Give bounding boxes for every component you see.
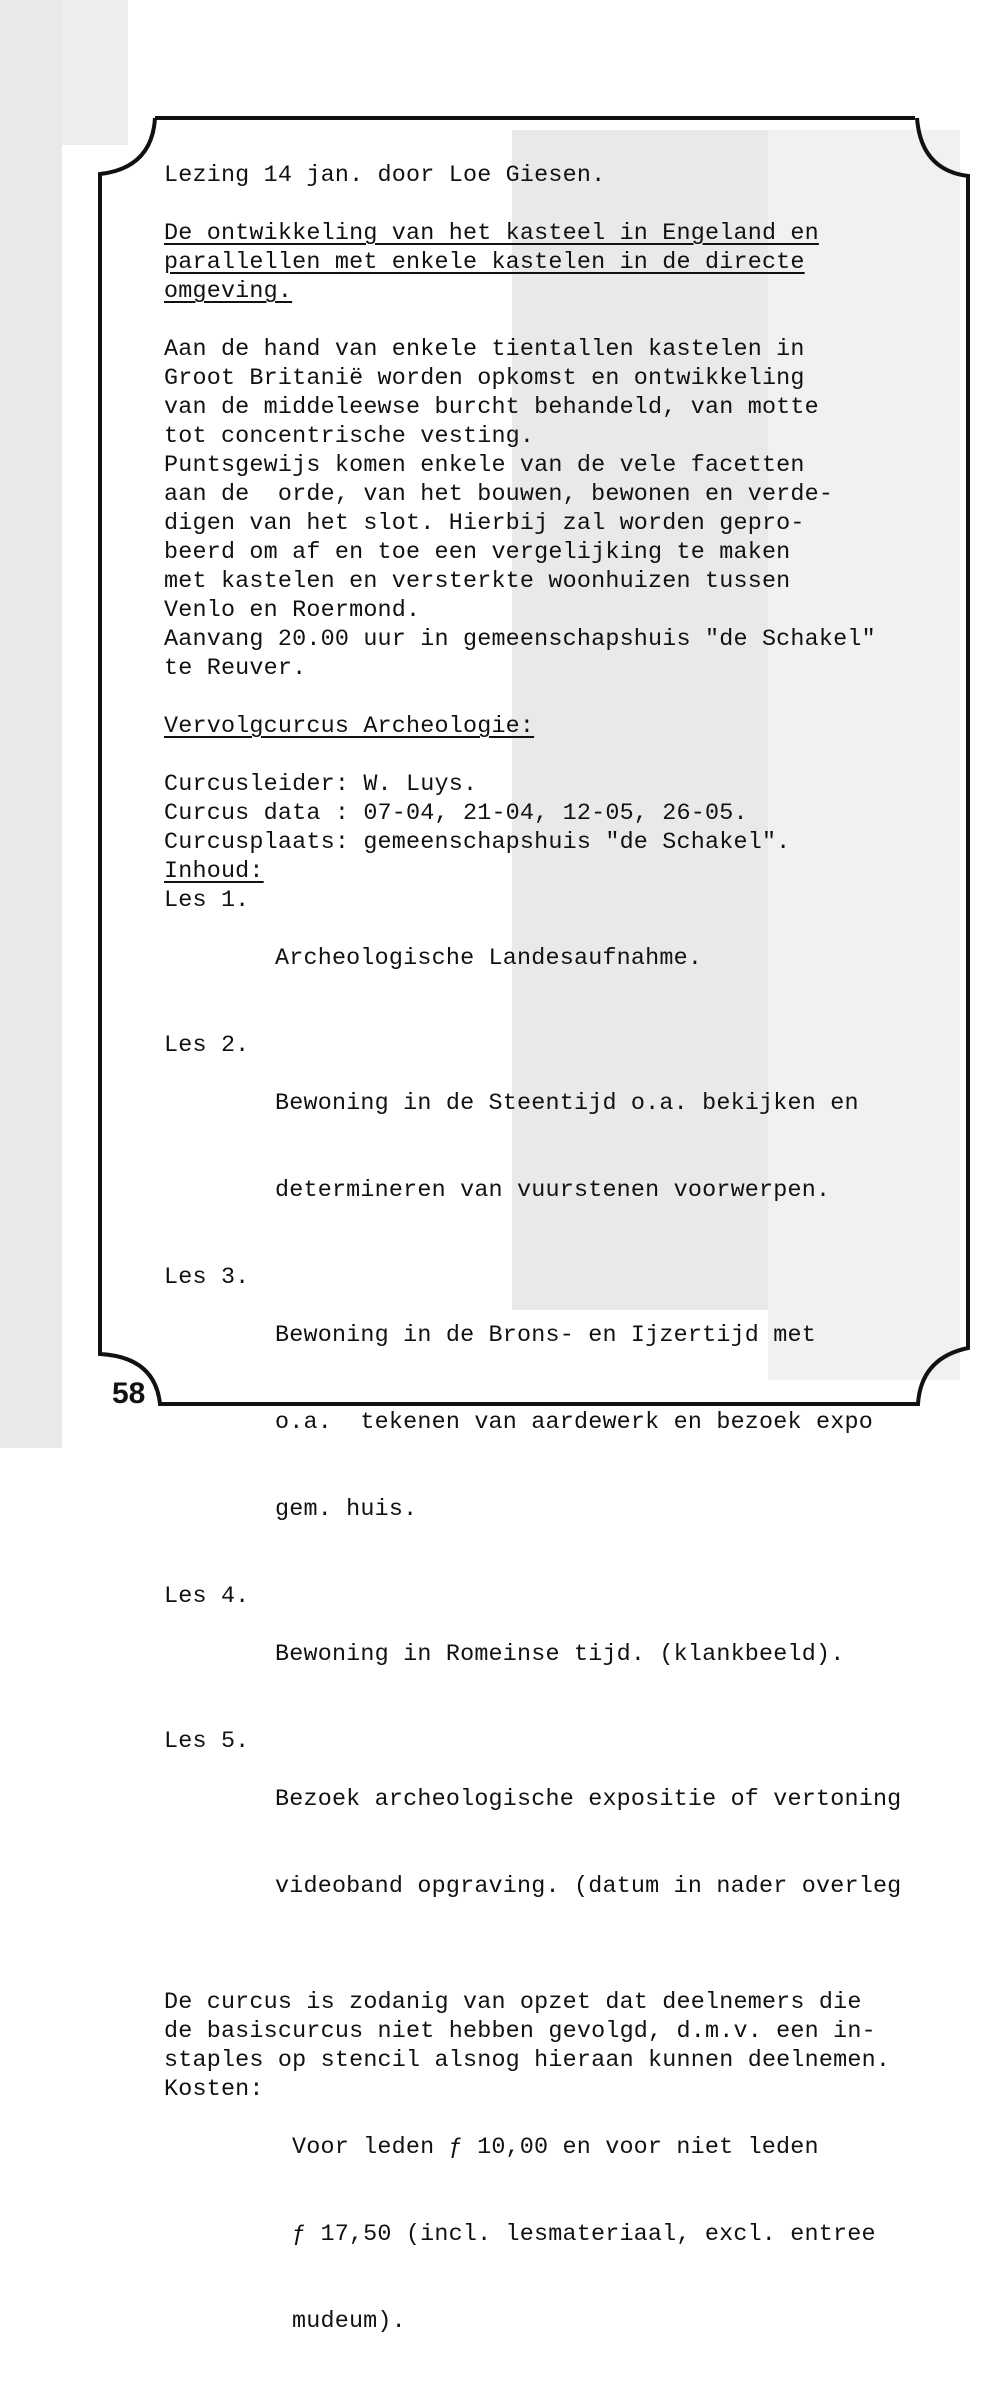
lesson-label: Les 3. (164, 1265, 250, 1291)
document-body (164, 162, 964, 2395)
closing-line: de basiscurcus niet hebben gevolgd, d.m.v. een in- (164, 2019, 876, 2045)
lesson-label: Les 4. (164, 1584, 250, 1610)
course-info-line: Curcusplaats: gemeenschapshuis "de Schakel". (164, 830, 791, 856)
lecture-title (164, 220, 964, 307)
costs-label: Kosten: (164, 2077, 264, 2103)
title-line: parallellen met enkele kastelen in de directe (164, 250, 805, 276)
closing-line: De curcus is zodanig van opzet dat deelnemers die (164, 1990, 862, 2016)
lesson-label: Les 2. (164, 1033, 250, 1059)
body-line: tot concentrische vesting. (164, 424, 535, 450)
body-line: te Reuver. (164, 656, 307, 682)
announcement: Lezing 14 jan. door Loe Giesen. (164, 163, 606, 189)
course-info-line: Curcus data : 07-04, 21-04, 12-05, 26-05. (164, 801, 748, 827)
lesson-text: Archeologische Landesaufnahme. (275, 946, 703, 972)
lesson-text: Bewoning in Romeinse tijd. (klankbeeld). (275, 1642, 845, 1668)
body-line: Aan de hand van enkele tientallen kastelen in (164, 337, 805, 363)
closing-line: staples op stencil alsnog hieraan kunnen deelnemen. (164, 2048, 891, 2074)
lesson-item (164, 1728, 964, 1960)
title-line: De ontwikkeling van het kasteel in Engeland en (164, 221, 819, 247)
closing-paragraph (164, 1989, 964, 2076)
course-info (164, 771, 964, 858)
costs (164, 2076, 964, 2395)
lesson-text: gem. huis. (275, 1497, 418, 1523)
costs-line: mudeum). (292, 2309, 406, 2335)
lesson-item (164, 1583, 964, 1728)
body-line: Puntsgewijs komen enkele van de vele facetten (164, 453, 805, 479)
body-line: beerd om af en toe een vergelijking te maken (164, 540, 791, 566)
lesson-text: Bewoning in de Steentijd o.a. bekijken en (275, 1091, 859, 1117)
costs-line: Voor leden ƒ 10,00 en voor niet leden (292, 2135, 819, 2161)
body-line: Groot Britanië worden opkomst en ontwikkeling (164, 366, 805, 392)
body-line: digen van het slot. Hierbij zal worden gepro- (164, 511, 805, 537)
lesson-list (164, 887, 964, 1960)
body-line: Venlo en Roermond. (164, 598, 421, 624)
body-line: aan de orde, van het bouwen, bewonen en verde- (164, 482, 834, 508)
lesson-label: Les 5. (164, 1729, 250, 1755)
body-line: van de middeleewse burcht behandeld, van motte (164, 395, 819, 421)
lesson-text: determineren van vuurstenen voorwerpen. (275, 1178, 831, 1204)
body-line: Aanvang 20.00 uur in gemeenschapshuis "de Schakel" (164, 627, 876, 653)
lesson-text: o.a. tekenen van aardewerk en bezoek expo (275, 1410, 873, 1436)
lesson-item (164, 1264, 964, 1583)
lesson-label: Les 1. (164, 888, 250, 914)
contents-heading: Inhoud: (164, 859, 264, 885)
body-line: met kastelen en versterkte woonhuizen tussen (164, 569, 791, 595)
title-line: omgeving. (164, 279, 293, 305)
course-info-line: Curcusleider: W. Luys. (164, 772, 478, 798)
lesson-text: Bewoning in de Brons- en Ijzertijd met (275, 1323, 816, 1349)
lesson-item (164, 1032, 964, 1264)
lecture-description (164, 336, 964, 684)
lesson-item (164, 887, 964, 1032)
lesson-text: videoband opgraving. (datum in nader overleg (275, 1874, 902, 1900)
lesson-text: Bezoek archeologische expositie of vertoning (275, 1787, 902, 1813)
costs-line: ƒ 17,50 (incl. lesmateriaal, excl. entree (292, 2222, 876, 2248)
course-heading: Vervolgcurcus Archeologie: (164, 714, 535, 740)
page-number: 58 (112, 1377, 146, 1410)
